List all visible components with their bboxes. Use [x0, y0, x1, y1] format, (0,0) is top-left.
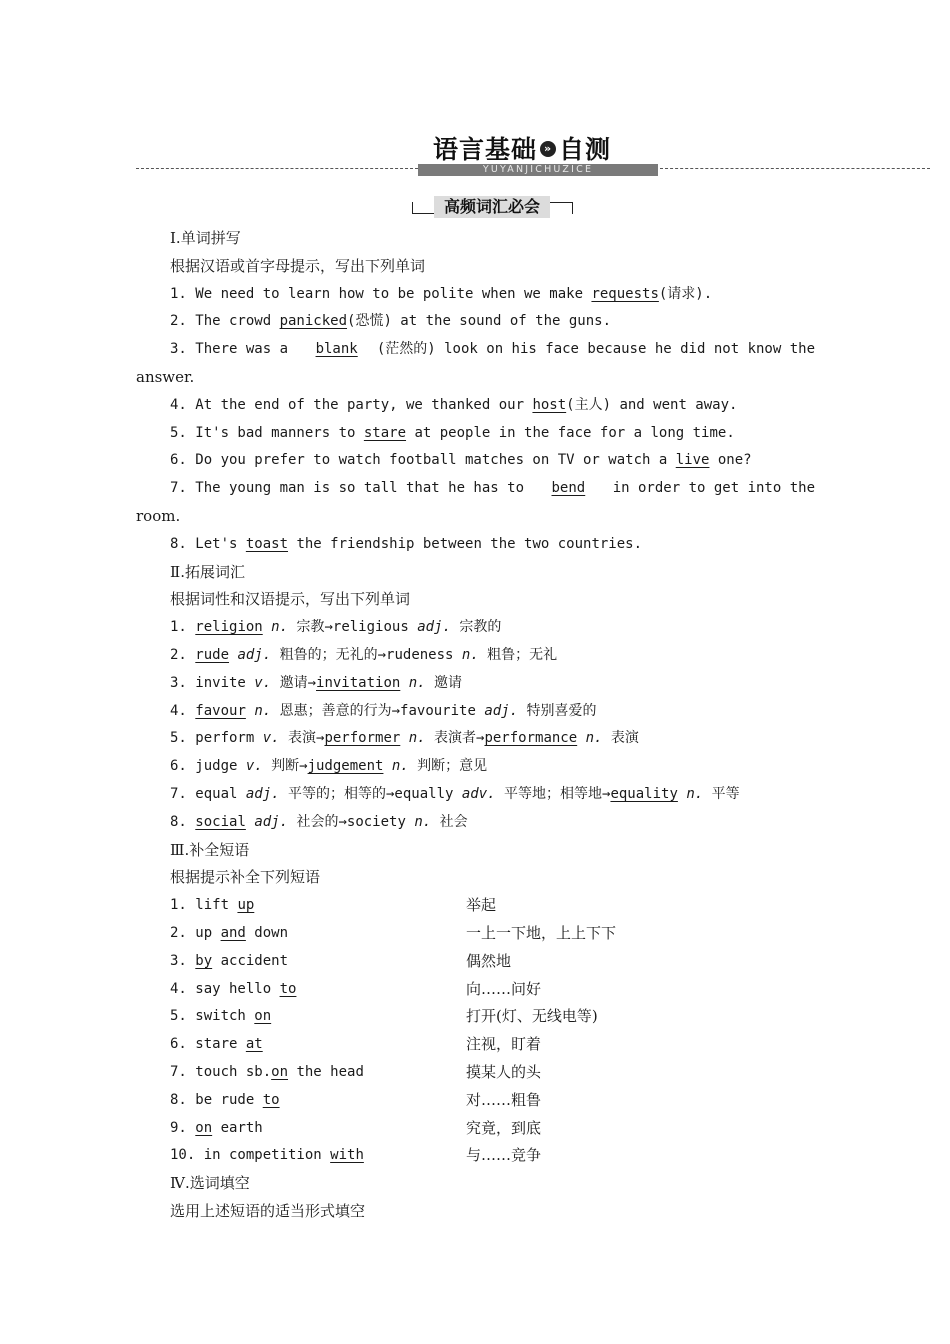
part-of-speech: adv.: [461, 786, 496, 802]
spelling-item: [170, 284, 712, 304]
phrase-text: 5. switch: [170, 1008, 255, 1025]
word-family-text: [263, 619, 271, 635]
part-of-speech: v.: [245, 758, 263, 775]
part4-heading-text: Ⅳ.选词填空: [170, 1174, 250, 1193]
phrase-meaning: 对……粗鲁: [466, 1090, 542, 1109]
phrase-answer: on: [195, 1119, 213, 1136]
spelling-answer: blank: [315, 341, 358, 358]
word-family-text: 判断；意见: [408, 758, 488, 775]
part-of-speech: adj.: [254, 813, 289, 830]
part2-heading-text: Ⅱ.拓展词汇: [170, 562, 245, 581]
phrase-answer: at: [245, 1036, 263, 1053]
spelling-suffix: at people in the face for a long time.: [406, 424, 735, 441]
phrase-answer: to: [262, 1091, 280, 1108]
word-family-answer: invitation: [316, 674, 401, 691]
phrase-meaning: 偶然地: [466, 951, 512, 970]
phrase-meaning: 摸某人的头: [466, 1063, 542, 1081]
banner-title: [433, 130, 611, 166]
banner-divider-right: [660, 168, 930, 169]
spelling-continuation-text: room.: [136, 507, 181, 525]
word-family-text: 3. invite: [170, 674, 255, 691]
word-family-item: [170, 728, 639, 748]
phrase-text: 9.: [170, 1119, 196, 1136]
spelling-suffix: the friendship between the two countries.: [288, 535, 643, 552]
spelling-suffix: (主人) and went away.: [566, 396, 738, 413]
spelling-item-text: [170, 478, 815, 498]
phrase-item: [170, 1034, 263, 1054]
phrase-text: 4. say hello: [170, 980, 280, 997]
spelling-answer: stare: [363, 424, 407, 441]
word-family-text: 平等地；相等地→: [495, 786, 611, 802]
word-family-answer: rude: [195, 647, 230, 663]
word-family-text: 恩惠；善意的行为→favourite: [271, 702, 485, 719]
phrase-text: 10. in competition: [170, 1147, 331, 1164]
part-of-speech: n.: [391, 758, 409, 775]
phrase-meaning: 举起: [466, 896, 497, 915]
word-family-text: 1.: [170, 619, 196, 636]
word-family-answer: judgement: [307, 758, 384, 775]
phrase-item: [170, 979, 296, 999]
spelling-prefix: 2. The crowd: [170, 313, 280, 330]
word-family-text: 社会的→society: [288, 813, 415, 830]
phrase-text: the head: [288, 1064, 364, 1080]
phrase-answer: by: [195, 952, 213, 969]
phrase-meaning: 一上一下地，上上下下: [466, 924, 617, 942]
spelling-suffix: one?: [709, 452, 752, 469]
phrase-text: 1. lift: [170, 897, 238, 914]
spelling-item-continuation: [136, 367, 194, 387]
phrase-text: 3.: [170, 952, 196, 969]
part-of-speech: n.: [686, 786, 704, 802]
spelling-item-continuation: [136, 506, 180, 526]
part-of-speech: n.: [585, 730, 603, 747]
word-family-answer: favour: [195, 702, 246, 719]
word-family-item: [170, 784, 740, 804]
spelling-answer: live: [675, 452, 710, 469]
phrase-item: [170, 1145, 364, 1165]
spelling-item: [170, 311, 611, 331]
banner-subtitle: YUYANJICHUZICE: [418, 164, 658, 176]
word-family-text: 5. perform: [170, 730, 263, 747]
part4-instruction: [170, 1201, 365, 1221]
word-family-text: 6. judge: [170, 758, 246, 775]
part-of-speech: n.: [461, 647, 479, 663]
part-of-speech: v.: [254, 674, 272, 691]
part2-instruction: [170, 589, 410, 609]
phrase-meaning: 究竟，到底: [466, 1118, 542, 1137]
word-family-text: 平等的；相等的→equally: [279, 786, 462, 802]
word-family-answer: performer: [324, 730, 401, 747]
word-family-answer: religion: [195, 619, 263, 636]
part3-instruction: [170, 867, 320, 887]
spelling-item: [170, 450, 752, 470]
bracket-left-decoration: [412, 202, 435, 214]
spelling-prefix: 6. Do you prefer to watch football matches on TV or watch a: [170, 452, 676, 469]
word-family-item: [170, 673, 462, 693]
phrase-meaning: 与……竞争: [466, 1146, 542, 1165]
spelling-prefix: 7. The young man is so tall that he has to: [170, 480, 533, 497]
word-family-item: [170, 617, 501, 637]
spelling-suffix: (恐慌) at the sound of the guns.: [347, 313, 612, 330]
phrase-meaning: 向……问好: [466, 979, 542, 998]
word-family-answer: equality: [610, 786, 678, 802]
word-family-text: 8.: [170, 813, 196, 830]
part3-heading: [170, 840, 249, 860]
part1-heading-text: Ⅰ.单词拼写: [170, 229, 241, 247]
word-family-text: 平等: [703, 786, 740, 802]
spelling-suffix: (茫然的) look on his face because he did not know the: [376, 341, 815, 358]
banner-title-part-a: 语言基础: [433, 135, 538, 164]
word-family-text: 判断→: [262, 758, 308, 775]
phrase-item: [170, 1118, 263, 1138]
word-family-item: [170, 645, 557, 665]
word-family-text: 7. equal: [170, 786, 246, 802]
phrase-item: [170, 923, 288, 943]
part4-heading: [170, 1173, 250, 1193]
spelling-item: [170, 534, 642, 554]
part4-instruction-text: 选用上述短语的适当形式填空: [170, 1202, 366, 1220]
word-family-text: [400, 730, 408, 746]
part1-instruction: [170, 256, 425, 276]
banner-divider-left: [136, 168, 418, 169]
phrase-text: 8. be rude: [170, 1091, 263, 1108]
spelling-answer: host: [532, 396, 567, 413]
part-of-speech: adj.: [417, 619, 451, 636]
spelling-item-text: [170, 339, 815, 359]
word-family-answer: performance: [484, 730, 578, 747]
bracket-right-decoration: [550, 202, 573, 214]
word-family-text: 邀请→: [271, 674, 317, 691]
spelling-answer: requests: [591, 285, 659, 302]
part-of-speech: n.: [408, 674, 426, 691]
part-of-speech: v.: [262, 730, 280, 747]
word-family-item: [170, 701, 596, 721]
phrase-meaning: 打开(灯、无线电等): [466, 1007, 598, 1026]
part2-heading: [170, 562, 245, 582]
spelling-item: [170, 339, 815, 359]
phrase-item: [170, 1006, 271, 1026]
phrase-item: [170, 1090, 280, 1110]
word-family-text: 表演者→: [425, 730, 485, 747]
word-family-text: 粗鲁的；无礼的→rudeness: [271, 647, 462, 663]
part3-instruction-text: 根据提示补全下列短语: [170, 868, 321, 887]
phrase-text: 6. stare: [170, 1036, 246, 1053]
spelling-item: [170, 395, 737, 415]
word-family-text: [383, 758, 391, 774]
spelling-item: [170, 423, 735, 443]
phrase-item: [170, 1062, 364, 1082]
word-family-text: 4.: [170, 702, 196, 719]
double-chevron-right-icon: »: [540, 141, 556, 157]
spelling-prefix: 8. Let's: [170, 535, 246, 552]
section-label: 高频词汇必会: [434, 196, 550, 218]
word-family-text: 邀请: [425, 674, 463, 691]
spelling-continuation-text: answer.: [136, 368, 195, 386]
spelling-answer: bend: [551, 480, 586, 497]
word-family-text: 社会: [431, 813, 468, 830]
word-family-text: 表演: [602, 730, 639, 747]
word-family-item: [170, 812, 468, 832]
part1-instruction-text: 根据汉语或首字母提示，写出下列单词: [170, 256, 426, 275]
phrase-text: earth: [212, 1119, 263, 1136]
banner-title-part-b: 自测: [559, 135, 612, 164]
word-family-text: 表演→: [279, 730, 325, 747]
phrase-answer: up: [237, 897, 255, 914]
spelling-prefix: 4. At the end of the party, we thanked our: [170, 396, 533, 413]
spelling-prefix: 3. There was a: [170, 341, 297, 358]
phrase-item: [170, 951, 288, 971]
section-banner: [0, 128, 950, 180]
section-label-box: [412, 196, 572, 220]
phrase-answer: to: [279, 980, 297, 997]
spelling-answer: panicked: [279, 313, 348, 330]
phrase-item: [170, 895, 254, 915]
phrase-text: down: [245, 925, 289, 941]
word-family-text: 宗教的: [450, 619, 502, 636]
spelling-item: [170, 478, 815, 498]
spelling-prefix: 1. We need to learn how to be polite when we make: [170, 285, 592, 302]
part2-instruction-text: 根据词性和汉语提示，写出下列单词: [170, 590, 411, 609]
part-of-speech: adj.: [237, 647, 272, 663]
word-family-text: 特别喜爱的: [518, 702, 597, 719]
part-of-speech: n.: [414, 813, 432, 830]
part-of-speech: n.: [408, 730, 426, 747]
part-of-speech: adj.: [245, 786, 280, 802]
phrase-answer: on: [254, 1008, 272, 1025]
part3-heading-text: Ⅲ.补全短语: [170, 840, 250, 859]
phrase-text: accident: [212, 952, 289, 969]
spelling-suffix: (请求).: [658, 285, 713, 302]
spelling-prefix: 5. It's bad manners to: [170, 424, 364, 441]
word-family-text: [400, 675, 408, 691]
phrase-answer: with: [330, 1147, 364, 1164]
phrase-answer: and: [220, 925, 246, 941]
part-of-speech: n.: [271, 619, 289, 636]
word-family-text: 宗教→religious: [288, 619, 418, 636]
part1-heading: [170, 228, 241, 248]
phrase-answer: on: [271, 1064, 289, 1080]
part-of-speech: adj.: [484, 702, 519, 719]
spelling-answer: toast: [245, 535, 289, 552]
word-family-text: 粗鲁；无礼: [478, 647, 558, 663]
word-family-text: 2.: [170, 647, 196, 663]
word-family-answer: social: [195, 813, 246, 830]
word-family-item: [170, 756, 487, 776]
spelling-suffix: in order to get into the: [604, 480, 815, 497]
part-of-speech: n.: [254, 702, 272, 719]
phrase-text: 7. touch sb.: [170, 1064, 272, 1080]
word-family-text: [577, 730, 585, 746]
phrase-meaning: 注视，盯着: [466, 1035, 542, 1054]
phrase-text: 2. up: [170, 925, 221, 941]
